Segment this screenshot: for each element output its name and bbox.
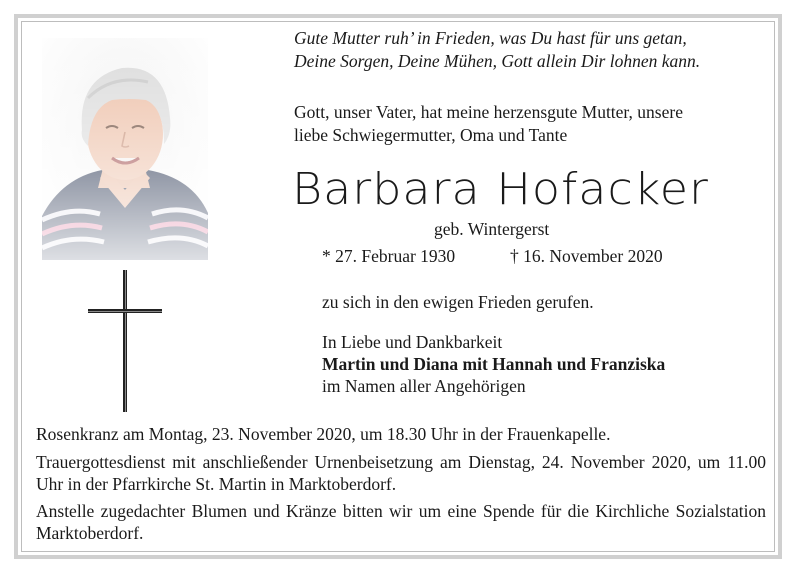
called-home-text: zu sich in den ewigen Frieden gerufen.	[322, 292, 594, 312]
latin-cross-icon	[88, 270, 162, 412]
mourners-relatives: im Namen aller Angehörigen	[322, 376, 526, 396]
rosary-notice: Rosenkranz am Montag, 23. November 2020, um 18.30 Uhr in der Frauenkapelle.	[36, 424, 611, 444]
memorial-verse	[294, 27, 764, 73]
verse-line-2: Deine Sorgen, Deine Mühen, Gott allein Dir lohnen kann.	[294, 51, 701, 71]
maiden-name: geb. Wintergerst	[434, 219, 550, 239]
intro-line-2: liebe Schwiegermutter, Oma und Tante	[294, 125, 568, 145]
death-date: † 16. November 2020	[510, 246, 663, 266]
donation-notice: Anstelle zugedachter Blumen und Kränze bitten wir um eine Spende für die Kirchliche Sozialstation Marktoberdorf.	[36, 501, 766, 543]
intro-line-1: Gott, unser Vater, hat meine herzensgute Mutter, unsere	[294, 102, 683, 122]
portrait-illustration	[42, 38, 208, 260]
announcement-intro	[294, 101, 764, 147]
portrait-photo	[42, 38, 208, 260]
deceased-name: Barbara Hofacker	[292, 163, 709, 215]
birth-date: * 27. Februar 1930	[322, 246, 456, 266]
funeral-notice: Trauergottesdienst mit anschließender Urnenbeisetzung am Dienstag, 24. November 2020, um 11.00 Uhr in der Pfarrkirche St. Martin in Marktoberdorf.	[36, 452, 766, 494]
verse-line-1: Gute Mutter ruh’ in Frieden, was Du hast für uns getan,	[294, 28, 687, 48]
mourners-love: In Liebe und Dankbarkeit	[322, 332, 503, 352]
mourners-family: Martin und Diana mit Hannah und Franziska	[322, 354, 666, 374]
